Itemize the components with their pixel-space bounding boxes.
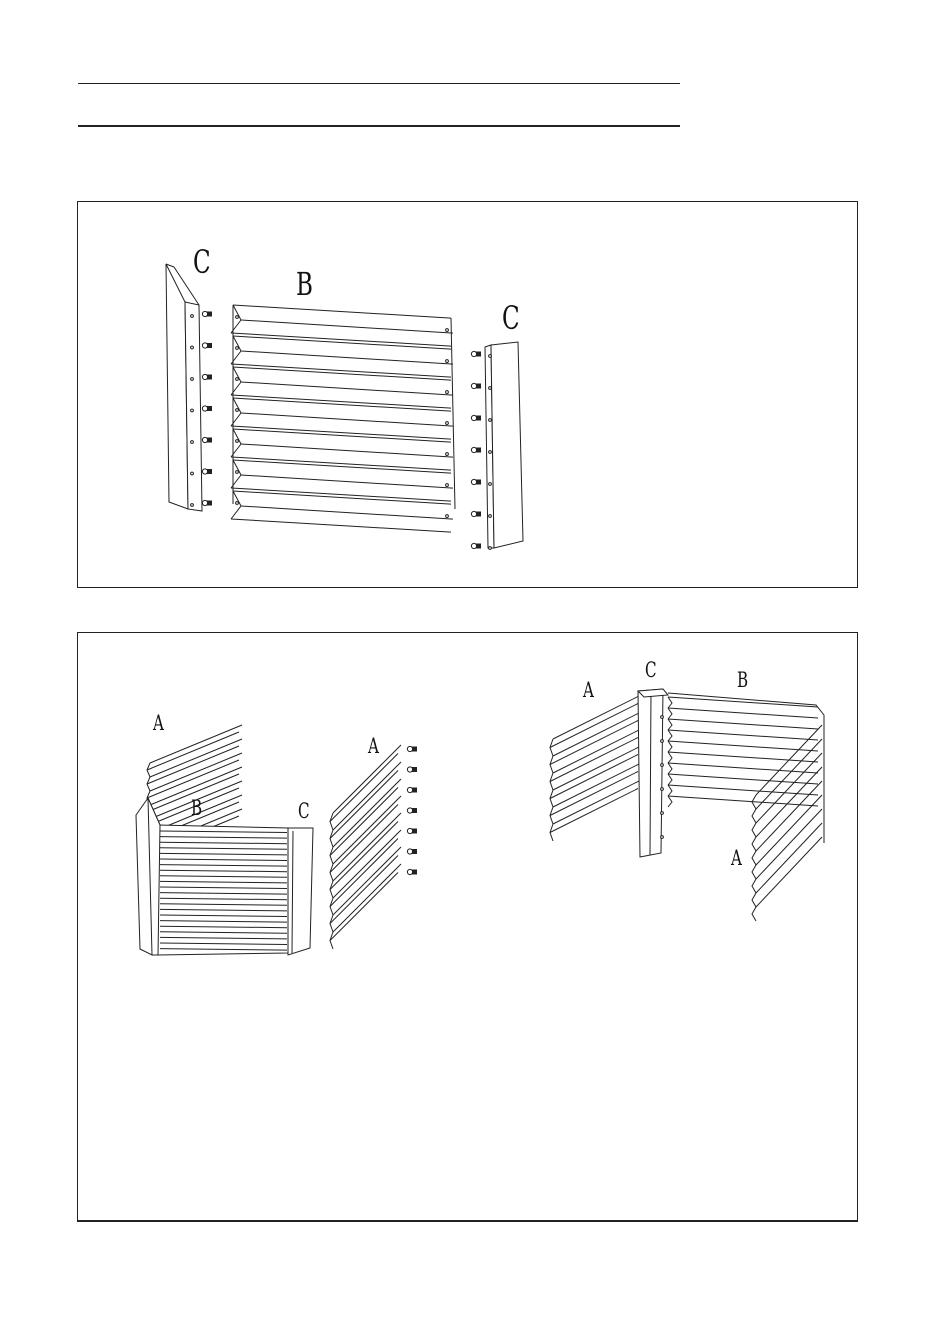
step1-illustration-box <box>77 201 858 588</box>
header-rule-top <box>78 83 680 84</box>
side-panel-bolts <box>407 746 417 874</box>
step2-assembly-drawing <box>78 633 857 1220</box>
label-left-side-panel: A <box>368 734 379 758</box>
step2-illustration-box <box>77 632 858 1222</box>
left-assembly-front-panel-b <box>158 825 288 955</box>
label-right-post: C <box>502 299 520 337</box>
label-right-right-panel: A <box>731 846 742 870</box>
label-left-front-panel: B <box>191 796 203 820</box>
label-left-back-panel: A <box>153 711 164 735</box>
label-panel: B <box>296 265 313 303</box>
right-assembly-post-c <box>638 689 668 857</box>
label-left-post: C <box>193 243 211 281</box>
label-right-left-panel: A <box>583 678 594 702</box>
left-corner-post-c <box>166 264 202 511</box>
label-right-back-panel: B <box>737 668 749 692</box>
right-assembly-right-panel-a <box>752 715 824 921</box>
label-left-post: C <box>298 799 310 823</box>
right-assembly-left-panel-a <box>550 695 641 841</box>
header-rule-bottom <box>78 125 680 127</box>
label-right-post: C <box>645 658 657 682</box>
corrugated-panel-b <box>231 305 455 532</box>
left-assembly-right-post-c <box>288 828 313 955</box>
left-assembly-left-post-c <box>136 798 160 955</box>
left-assembly-side-panel-a <box>330 745 401 949</box>
left-bolts <box>202 311 212 505</box>
right-bolts <box>471 351 481 548</box>
